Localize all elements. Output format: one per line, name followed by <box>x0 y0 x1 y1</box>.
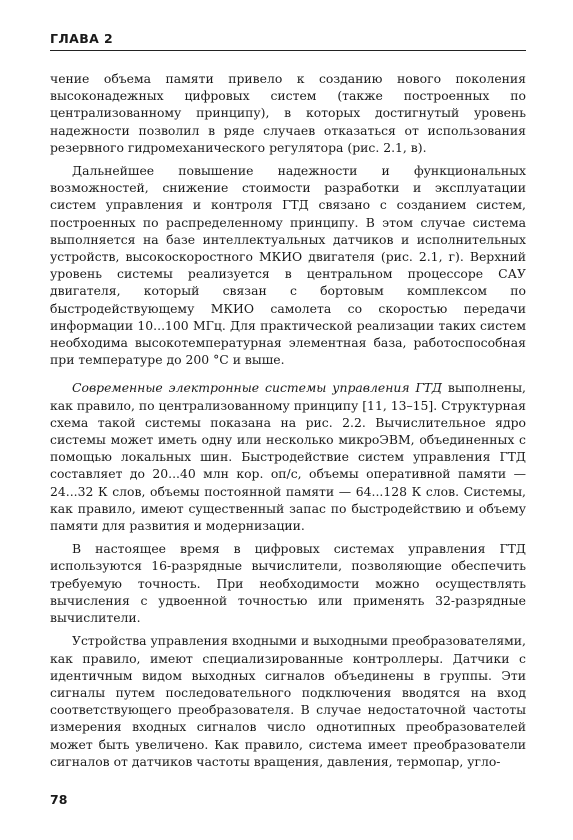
paragraph-4 <box>50 540 526 626</box>
paragraph-2-text: Дальнейшее повышение надежности и функциональных возможностей, снижение стоимости разработки и эксплуатации систем управления и контроля ГТД связано с созданием систем, построенных по распределенному принципу. В этом случае система выполняется на базе интеллектуальных датчиков и исполнительных устройств, высокоскоростного МКИО двигателя (рис. 2.1, г). Верхний уровень системы реализуется в центральном процессоре САУ двигателя, который связан с бортовым комплексом по быстродействующему МКИО самолета со скоростью передачи информации 10...100 МГц. Для практической реализации таких систем необходима высокотемпературная элементная база, работоспособная при температуре до 200 °С и выше. <box>50 163 526 368</box>
paragraph-5 <box>50 632 526 770</box>
page-number: 78 <box>50 792 68 807</box>
chapter-title: ГЛАВА 2 <box>50 31 114 46</box>
paragraph-3 <box>50 379 526 534</box>
paragraph-5-text: Устройства управления входными и выходными преобразователями, как правило, имеют специализированные контроллеры. Датчики с идентичным видом выходных сигналов объединены в группы. Эти сигналы путем последовательного подключения вводятся на вход соответствующего преобразователя. В случае недостаточной частоты измерения входных сигналов число однотипных преобразователей может быть увеличено. Как правило, система имеет преобразователи сигналов от датчиков частоты вращения, давления, термопар, угло- <box>50 633 526 769</box>
running-header <box>50 30 526 51</box>
paragraph-1-text: чение объема памяти привело к созданию нового поколения высоконадежных цифровых систем (также построенных по централизованному принципу), в которых достигнутый уровень надежности позволил в ряде случаев отказаться от использования резервного гидромеханического регулятора (рис. 2.1, в). <box>50 71 526 155</box>
paragraph-1 <box>50 70 526 156</box>
paragraph-3-text: выполнены, как правило, по централизованному принципу [11, 13–15]. Структурная схема такой системы показана на рис. 2.2. Вычислительное ядро системы может иметь одну или несколько микроЭВМ, объединенных с помощью локальных шин. Быстродействие систем управления ГТД составляет до 20...40 млн кор. оп/с, объемы оперативной памяти — 24...32 К слов, объемы постоянной памяти — 64...128 К слов. Системы, как правило, имеют существенный запас по быстродействию и объему памяти для развития и модернизации. <box>50 380 526 534</box>
paragraph-4-text: В настоящее время в цифровых системах управления ГТД используются 16-разрядные вычислители, позволяющие обеспечить требуемую точность. При необходимости можно осуществлять вычисления с удвоенной точностью или применять 32-разрядные вычислители. <box>50 541 526 626</box>
page-body <box>50 70 526 770</box>
paragraph-3-italic-lead: Современные электронные системы управления ГТД <box>72 380 442 396</box>
paragraph-2 <box>50 162 526 368</box>
